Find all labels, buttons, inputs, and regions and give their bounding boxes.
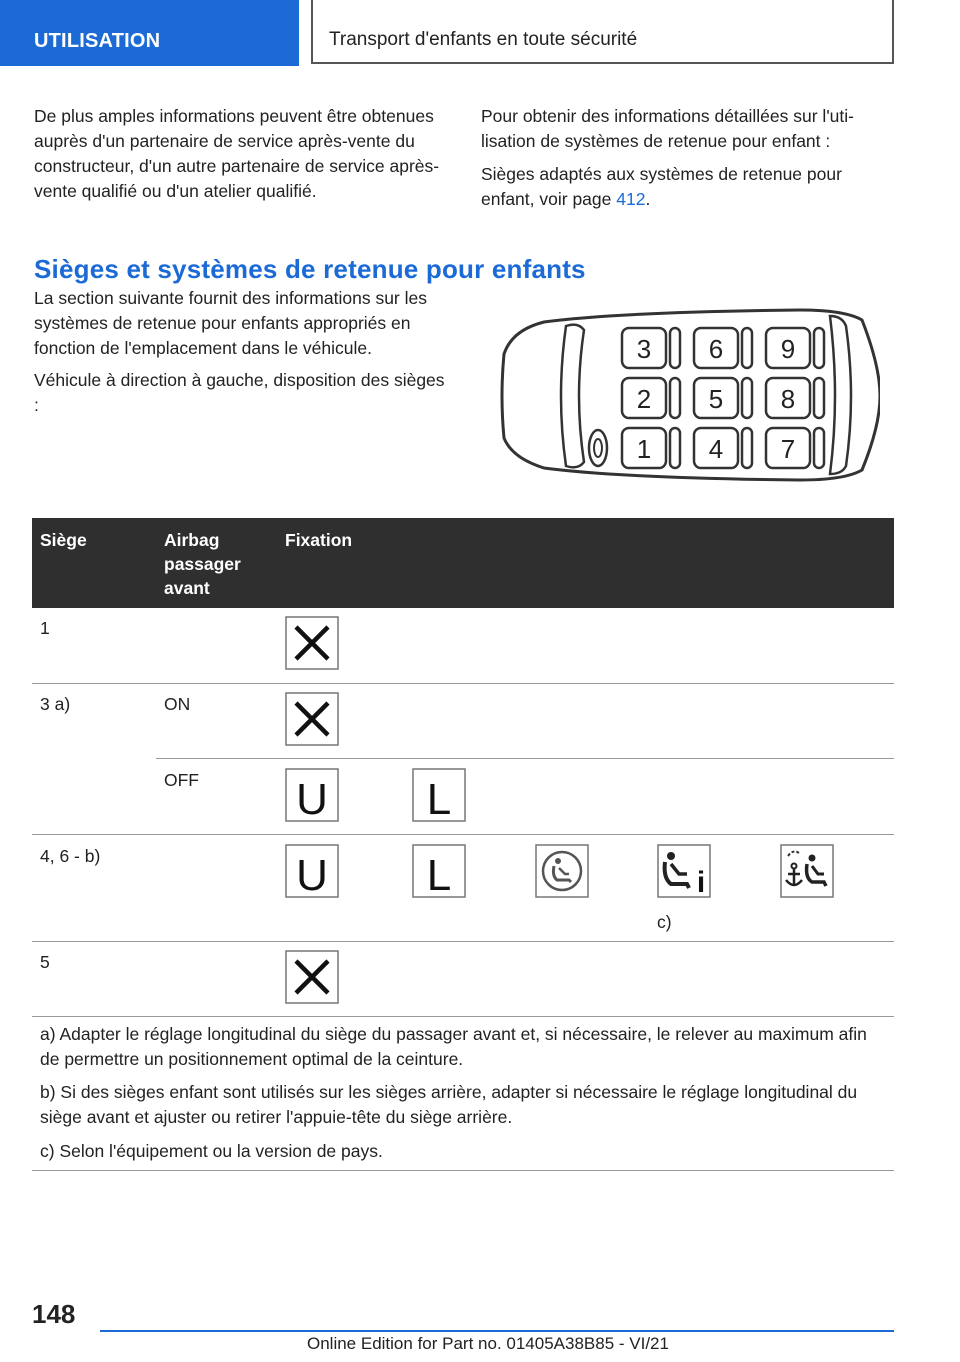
- l-icon: [412, 768, 466, 822]
- svg-text:9: 9: [780, 334, 796, 364]
- svg-text:U: U: [296, 851, 328, 898]
- row-2-airbag: ON: [164, 694, 191, 714]
- seat-layout-diagram: [500, 306, 880, 484]
- page-link[interactable]: 412: [616, 189, 646, 209]
- svg-text:U: U: [296, 775, 328, 822]
- seat-number-1: [622, 428, 680, 468]
- intro-right-paragraph-1: Pour obtenir des informations détaillées sur l'utilisation de systèmes de retenue pour enfant :: [481, 106, 854, 151]
- table-header-airbag: Airbag passager avant: [164, 530, 241, 598]
- svg-text:4: 4: [708, 434, 724, 464]
- footer-rule: [100, 1330, 894, 1332]
- svg-text:1: 1: [636, 434, 652, 464]
- row-4-seat: 4, 6 - b): [40, 846, 101, 866]
- svg-text:2: 2: [636, 384, 652, 414]
- isize-icon: [657, 844, 711, 898]
- steering-wheel-icon: [589, 430, 607, 466]
- row-divider: [32, 683, 894, 684]
- svg-text:5: 5: [708, 384, 724, 414]
- seat-number-8: [766, 378, 824, 418]
- footnote-b: b) Si des sièges enfant sont utilisés sur les sièges arrière, adapter si nécessaire le réglage longitudinal du siège avant et ajuster ou retirer l'appuie-tête du siège arrière.: [40, 1082, 858, 1127]
- child-seat-icon: [535, 844, 589, 898]
- row-5-seat: 5: [40, 952, 50, 972]
- row-divider: [32, 1016, 894, 1017]
- section-paragraph-2: Véhicule à direction à gauche, disposition des sièges :: [34, 370, 445, 415]
- header-section-label: UTILISATION: [34, 30, 161, 52]
- section-title: Sièges et systèmes de retenue pour enfants: [34, 254, 586, 284]
- seat-number-5: [694, 378, 752, 418]
- header-section-tab: [0, 0, 299, 66]
- svg-text:8: 8: [780, 384, 796, 414]
- row-1-seat: 1: [40, 618, 50, 638]
- l-icon: [412, 844, 466, 898]
- seat-number-6: [694, 328, 752, 368]
- header-chapter-label: Transport d'enfants en toute sécurité: [329, 29, 638, 50]
- svg-text:7: 7: [780, 434, 796, 464]
- row-divider: [32, 941, 894, 942]
- isofix-anchor-icon: [780, 844, 834, 898]
- row-divider: [32, 834, 894, 835]
- seat-number-7: [766, 428, 824, 468]
- footnote-c: c) Selon l'équipement ou la version de pays.: [40, 1141, 383, 1161]
- table-bottom-rule: [32, 1170, 894, 1171]
- seat-number-2: [622, 378, 680, 418]
- table-header-fixation: Fixation: [285, 530, 353, 550]
- seat-number-4: [694, 428, 752, 468]
- table-header-seat: Siège: [40, 530, 87, 550]
- svg-text:6: 6: [708, 334, 724, 364]
- page-number: 148: [32, 1299, 76, 1329]
- svg-text:L: L: [426, 775, 452, 822]
- x-icon: [285, 950, 339, 1004]
- svg-text:L: L: [426, 851, 452, 898]
- seat-number-3: [622, 328, 680, 368]
- edition-text: Online Edition for Part no. 01405A38B85 - VI/21: [307, 1334, 669, 1353]
- svg-text:i: i: [696, 866, 706, 898]
- u-icon: [285, 768, 339, 822]
- x-icon: [285, 692, 339, 746]
- footnote-a: a) Adapter le réglage longitudinal du siège du passager avant et, si nécessaire, le relever au maximum afin de permettre un positionnement optimal de la ceinture.: [40, 1024, 867, 1069]
- intro-left-paragraph: De plus amples informations peuvent être obtenues auprès d'un partenaire de service après-vente du constructeur, d'un autre partenaire de service après-vente qualifié ou d'un atelier qualifié.: [34, 106, 440, 201]
- intro-right-paragraph-2: Sièges adaptés aux systèmes de retenue pour enfant, voir page 412.: [481, 164, 842, 209]
- table-header: [32, 518, 894, 608]
- u-icon: [285, 844, 339, 898]
- section-paragraph-1: La section suivante fournit des informations sur les systèmes de retenue pour enfants appropriés en fonction de l'emplacement dans le véhicule.: [34, 288, 427, 358]
- row-2-seat: 3 a): [40, 694, 71, 714]
- header-chapter-box: [311, 0, 894, 64]
- seat-number-9: [766, 328, 824, 368]
- row-3-airbag: OFF: [164, 770, 199, 790]
- svg-text:3: 3: [636, 334, 652, 364]
- row-4-note: c): [657, 912, 672, 932]
- x-icon: [285, 616, 339, 670]
- row-divider: [156, 758, 894, 759]
